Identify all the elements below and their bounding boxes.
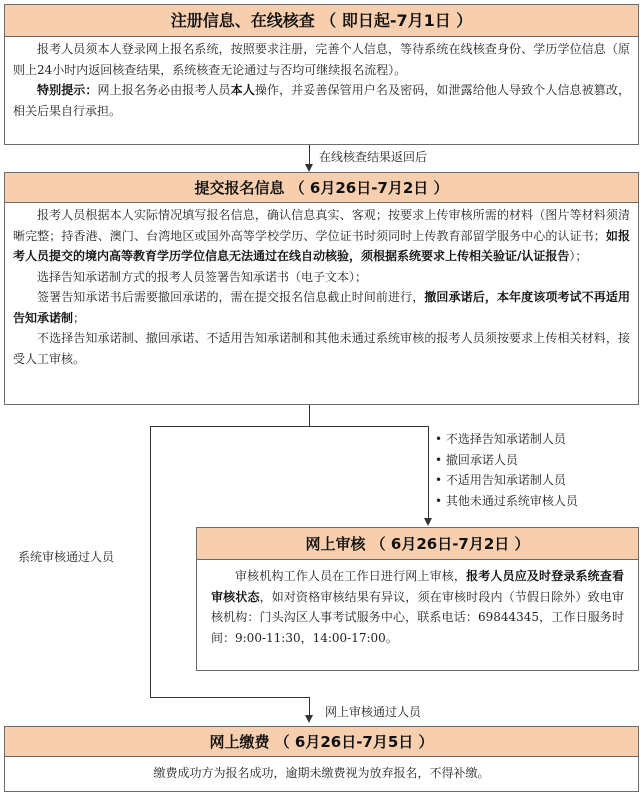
step2-paragraph-3 — [13, 287, 630, 328]
step2-p3-bold: 撤回承诺后，本年度该项考试不再适用告知承诺制 — [13, 290, 630, 325]
step1-body — [5, 37, 638, 121]
step3-title: 网上审核 （ 6月26日-7月2日 ） — [197, 528, 638, 560]
step2-paragraph-1 — [13, 205, 630, 267]
step2-box — [4, 172, 639, 405]
step1-paragraph-2 — [13, 80, 630, 121]
step2-paragraph-4: 不选择告知承诺制、撤回承诺、不适用告知承诺制和其他未通过系统审核的报考人员须按要求上传相关材料，接受人工审核。 — [13, 331, 630, 366]
arrow1-line — [309, 145, 310, 165]
step3-box — [196, 527, 639, 671]
step1-note-bold: 本人 — [230, 83, 255, 97]
step3-p1-bold: 报考人员应及时登录系统查看审核状态 — [211, 569, 624, 604]
step3-p1-tail: ，如对资格审核结果有异议，须在审核时段内（节假日除外）致电审核机构：门头沟区人事考试服务中心，联系电话：69844345，工作日服务时间：9:00-11:30，14:00-17:00。 — [211, 589, 624, 645]
connector-left-branch — [150, 426, 151, 697]
step3-p1-text: 审核机构工作人员在工作日进行网上审核， — [235, 569, 467, 583]
step2-p3-tail: ； — [73, 310, 86, 325]
arrow3-label: 网上审核通过人员 — [325, 705, 422, 719]
manual-review-item: • 撤回承诺人员 — [435, 452, 518, 467]
step1-paragraph-1: 报考人员须本人登录网上报名系统，按照要求注册，完善个人信息，等待系统在线核查身份、学历学位信息（原则上24小时内返回核查结果，系统核查无论通过与否均可继续报名流程）。 — [13, 42, 630, 77]
step2-title: 提交报名信息 （ 6月26日-7月2日 ） — [5, 173, 638, 203]
side-label: 系统审核通过人员 — [18, 550, 115, 564]
step4-body — [5, 757, 638, 784]
step2-p1-bold: 如报考人员提交的境内高等教育学历学位信息无法通过在线自动核验，须根据系统要求上传相关验证/认证报告 — [13, 228, 630, 263]
arrow1-head — [305, 164, 313, 172]
step1-note-text-a: 网上报名务必由报考人员 — [97, 83, 231, 97]
step2-p1-tail: ）； — [569, 249, 588, 263]
connector-horizontal-top — [150, 426, 429, 427]
arrow3-head — [305, 715, 313, 723]
step4-title: 网上缴费 （ 6月26日-7月5日 ） — [5, 727, 638, 757]
arrow3-line — [309, 697, 310, 716]
step4-paragraph-1: 缴费成功方为报名成功，逾期未缴费视为放弃报名，不得补缴。 — [153, 766, 490, 780]
step2-paragraph-2: 选择告知承诺制方式的报考人员签署告知承诺书（电子文本）； — [37, 269, 368, 284]
step4-box — [4, 726, 639, 792]
step3-paragraph-1 — [211, 566, 624, 648]
arrow1-label: 在线核查结果返回后 — [319, 150, 428, 164]
step1-note-text-b: 操作，并妥善保管用户名及密码，如泄露给他人导致个人信息被篡改，相关后果自行承担。 — [13, 83, 630, 118]
connector-right-branch — [428, 426, 429, 518]
step3-body — [197, 560, 638, 648]
step2-body — [5, 203, 638, 369]
manual-review-list — [435, 429, 578, 511]
step1-box — [4, 4, 639, 145]
arrow2-head — [424, 518, 432, 526]
special-note-label: 特别提示： — [37, 83, 98, 97]
step2-p3-text: 签署告知承诺书后需要撤回承诺的，需在提交报名信息截止时间前进行， — [37, 290, 425, 304]
connector-step2-down — [309, 405, 310, 426]
manual-review-item: • 其他未通过系统审核人员 — [435, 493, 578, 508]
connector-horizontal-bottom — [150, 697, 310, 698]
manual-review-item: • 不适用告知承诺制人员 — [435, 473, 566, 487]
step2-p1-text: 报考人员根据本人实际情况填写报名信息，确认信息真实、客观；按要求上传审核所需的材料（图片等材料须清晰完整；持香港、澳门、台湾地区或国外高等学校学历、学位证书时须同时上传教育部留学服务中心的认证书； — [13, 208, 630, 243]
manual-review-item: • 不选择告知承诺制人员 — [435, 432, 566, 446]
step1-title: 注册信息、在线核查 （ 即日起-7月1日 ） — [5, 5, 638, 37]
